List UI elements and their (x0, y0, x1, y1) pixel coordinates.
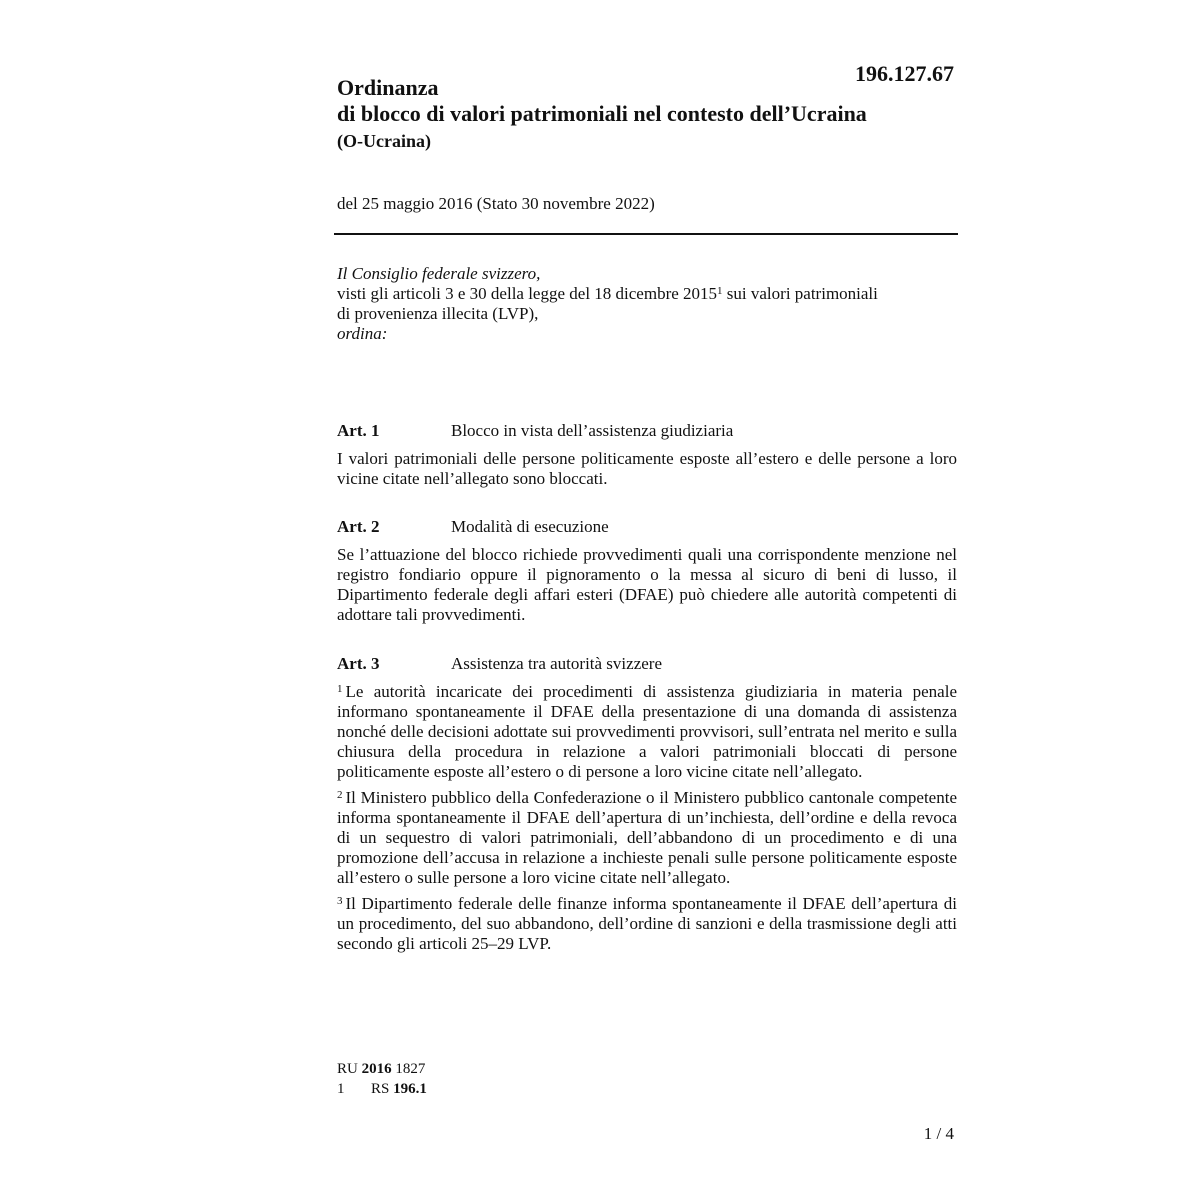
paragraph-text: Il Ministero pubblico della Confederazione o il Ministero pubblico cantonale competente informa spontaneamente il DFAE dell’apertura di un’inchiesta, dell’ordine e della revoca di un sequestro di valori patrimoniali, dell’abbandono di un procedimento e di una promozione dell’accusa in relazione a inchieste penali sulle persone politicamente esposte all’estero o sulle persone a loro vicine citate nell’allegato. (337, 788, 957, 887)
article-2-header (337, 517, 957, 537)
title-line-2: di blocco di valori patrimoniali nel contesto dell’Ucraina (337, 101, 867, 126)
preamble (337, 264, 957, 344)
footnote-reference: 196.1 (393, 1081, 427, 1097)
basis-text-after: sui valori patrimoniali (722, 284, 878, 303)
header-rule (334, 233, 958, 235)
article-1 (337, 421, 957, 495)
preamble-basis (337, 284, 957, 304)
article-3-paragraph-2 (337, 788, 957, 888)
article-3-number: Art. 3 (337, 654, 380, 673)
paragraph-text: Il Dipartimento federale delle finanze informa spontaneamente il DFAE dell’apertura di un procedimento, del suo abbandono, dell’ordine di sanzioni e della trasmissione degli atti secondo gli articoli 25–29 LVP. (337, 894, 957, 953)
page-number: 1 / 4 (923, 1124, 954, 1143)
article-2-number: Art. 2 (337, 517, 380, 536)
article-3-paragraph-3 (337, 894, 957, 954)
footnotes (337, 1059, 427, 1099)
footnote-ref-1[interactable]: 1 (717, 285, 723, 297)
article-1-paragraph: I valori patrimoniali delle persone politicamente esposte all’estero e delle persone a loro vicine citate nell’allegato sono bloccati. (337, 449, 957, 488)
ru-year: 2016 (361, 1061, 392, 1077)
article-1-heading: Blocco in vista dell’assistenza giudiziaria (451, 421, 734, 440)
article-3-paragraph-1 (337, 682, 957, 782)
ru-prefix: RU (337, 1061, 358, 1077)
article-2-heading: Modalità di esecuzione (451, 517, 609, 536)
paragraph-number: 2 (337, 789, 343, 801)
paragraph-number: 3 (337, 895, 343, 907)
preamble-authority: Il Consiglio federale svizzero, (337, 264, 541, 283)
basis-text: visti gli articoli 3 e 30 della legge del 18 dicembre 2015 (337, 284, 718, 303)
paragraph-text: Le autorità incaricate dei procedimenti di assistenza giudiziaria in materia penale informano spontaneamente il DFAE della presentazione di una domanda di assistenza nonché delle decisioni adottate sui provvedimenti provvisori, sull’entrata nel merito e sulla chiusura della procedura in relazione a valori patrimoniali bloccati di persone politicamente esposte all’estero o di persone a loro vicine citate nell’allegato. (337, 682, 957, 781)
article-1-number: Art. 1 (337, 421, 380, 440)
footnote-text (371, 1079, 427, 1099)
footnote-prefix: RS (371, 1081, 390, 1097)
article-3-heading: Assistenza tra autorità svizzere (451, 654, 662, 673)
official-compilation-ref (337, 1059, 427, 1079)
abbreviation: (O-Ucraina) (337, 131, 431, 151)
article-2-paragraph: Se l’attuazione del blocco richiede provvedimenti quali una corrispondente menzione nel registro fondiario oppure il pignoramento o la messa al sicuro di beni di lusso, il Dipartimento federale degli affari esteri (DFAE) può chiedere alle autorità competenti di adottare tali provvedimenti. (337, 545, 957, 624)
sr-number: 196.127.67 (855, 61, 954, 86)
article-2 (337, 517, 957, 631)
paragraph-number: 1 (337, 683, 343, 695)
article-1-header (337, 421, 957, 441)
article-3-header (337, 654, 957, 674)
footnote-mark: 1 (337, 1081, 345, 1097)
footnote-1 (337, 1079, 427, 1099)
ru-page: 1827 (395, 1061, 426, 1077)
preamble-decree: ordina: (337, 324, 388, 343)
title-line-1: Ordinanza (337, 75, 439, 100)
document-title (337, 75, 867, 127)
preamble-basis-line2: di provenienza illecita (LVP), (337, 304, 539, 323)
article-3 (337, 654, 957, 960)
enactment-date: del 25 maggio 2016 (Stato 30 novembre 2022) (337, 194, 655, 213)
